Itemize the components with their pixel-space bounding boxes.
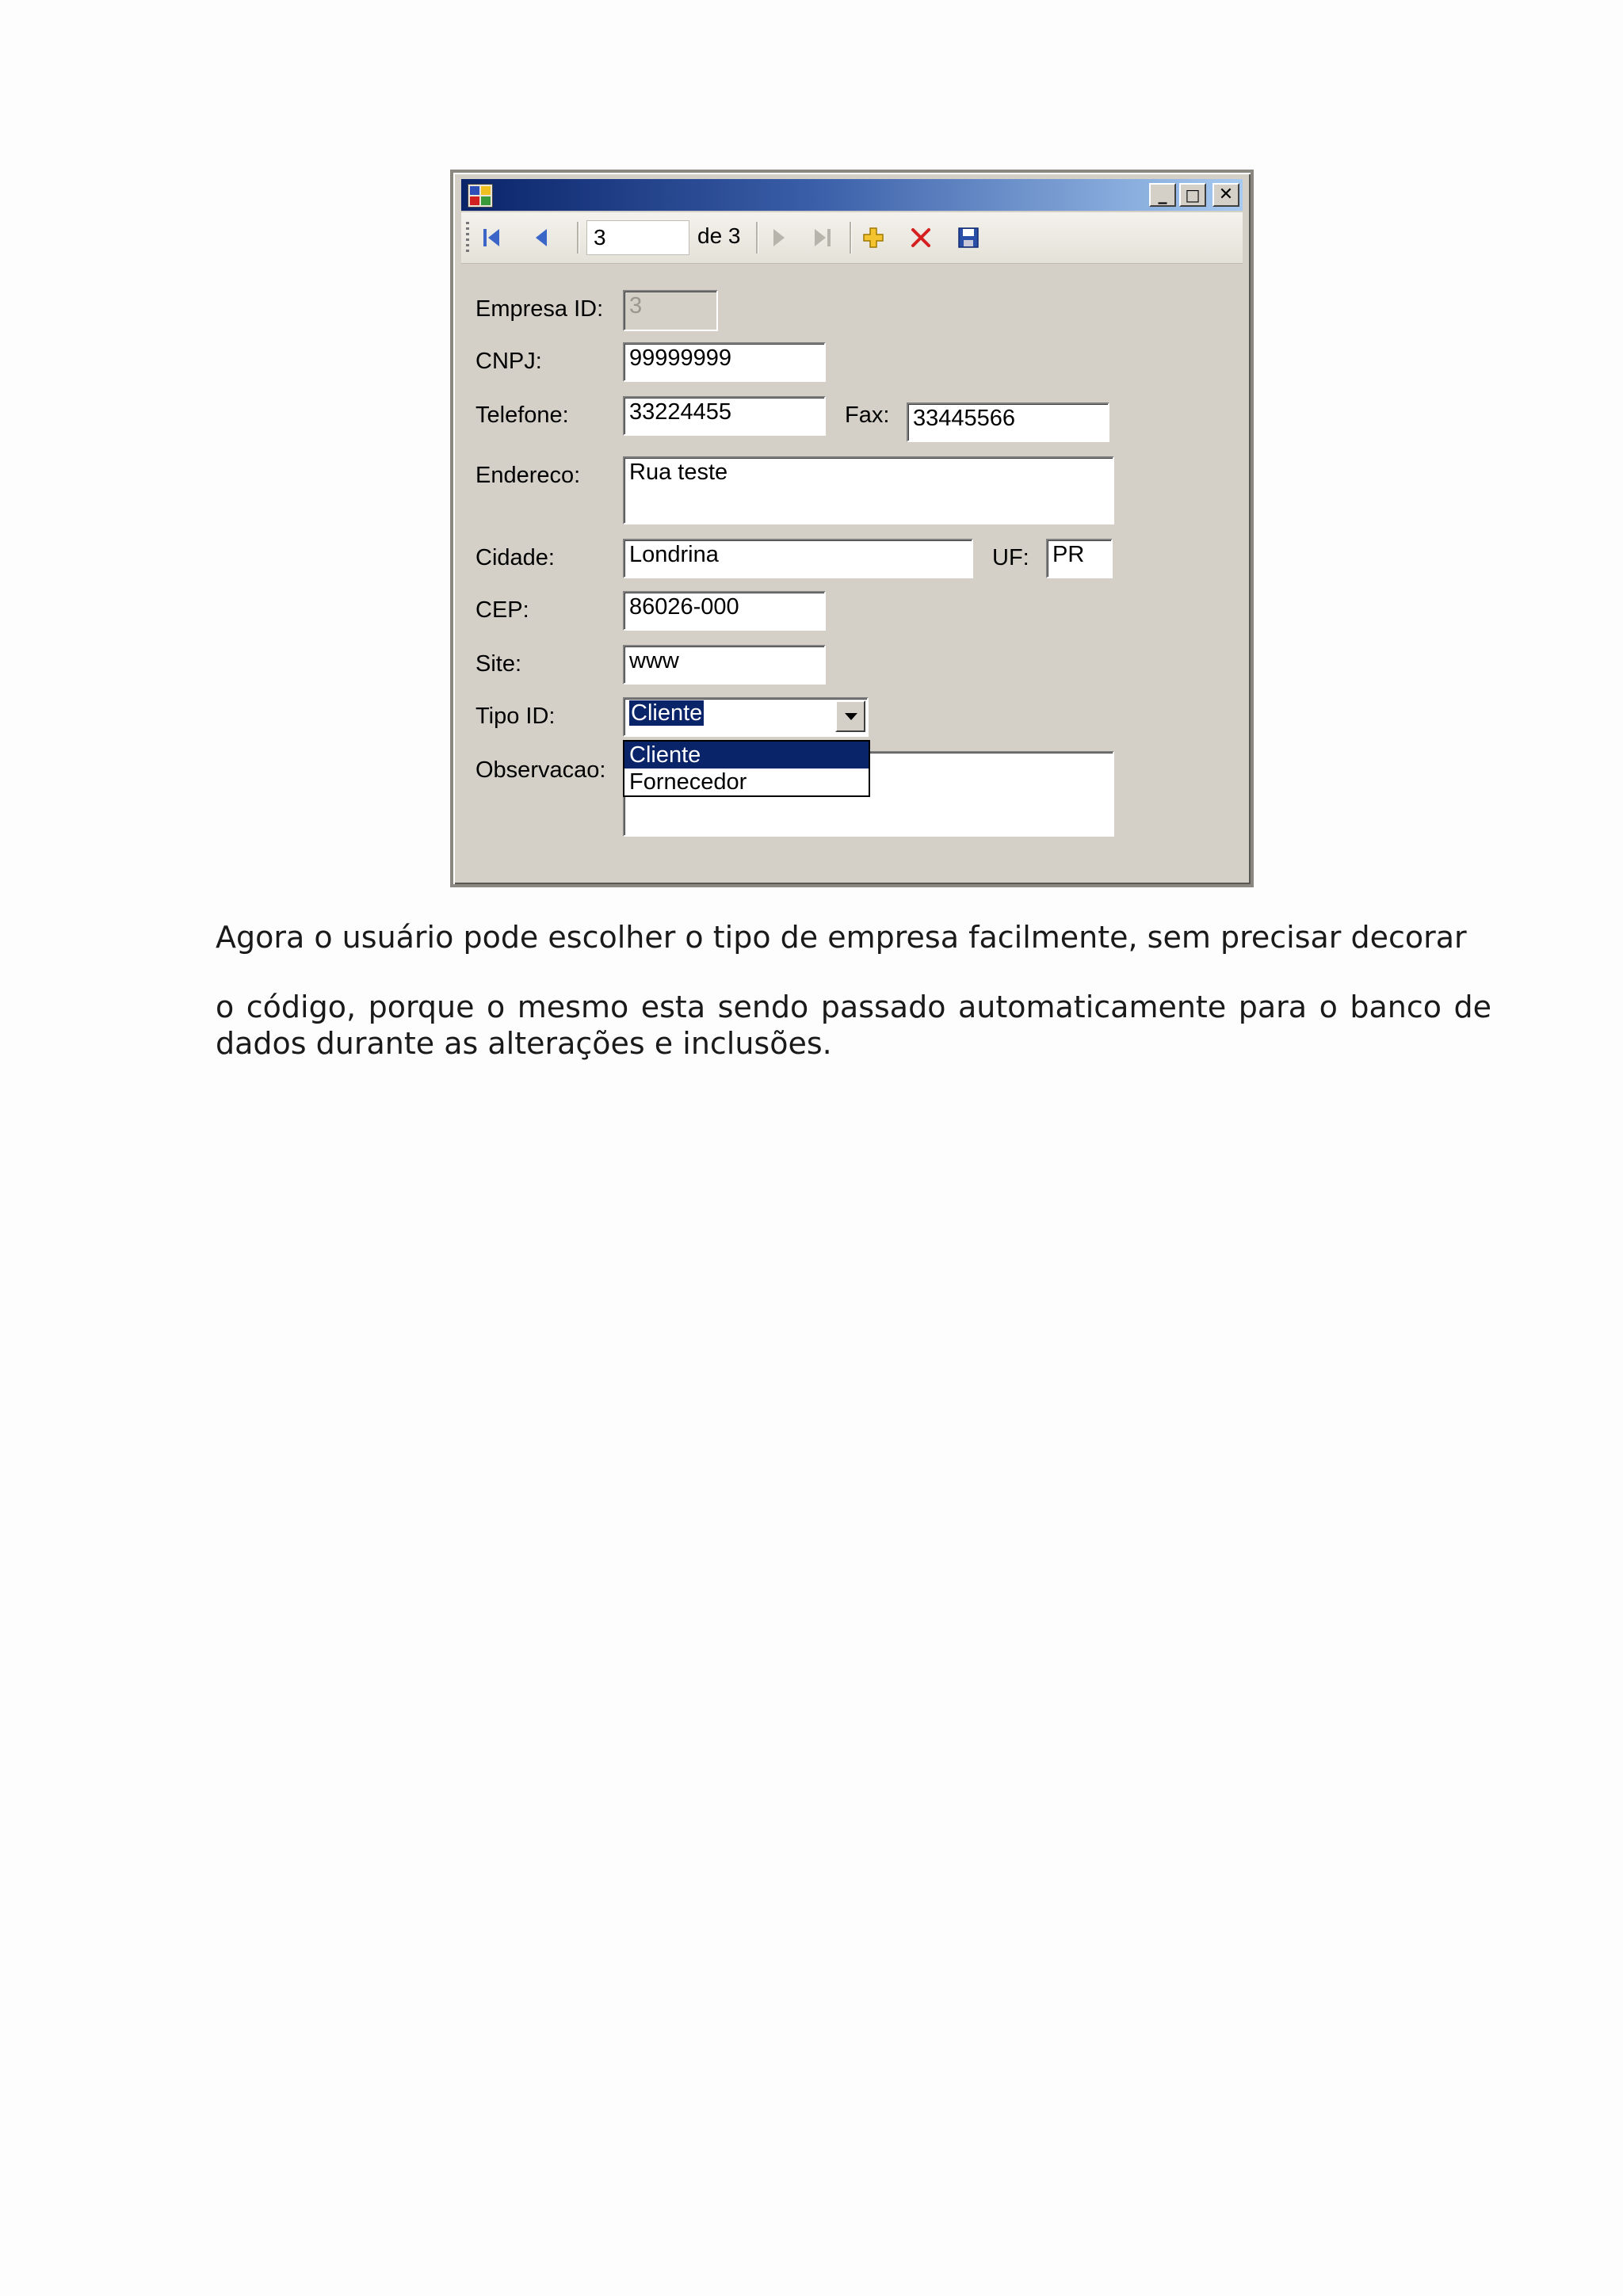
add-new-icon[interactable] xyxy=(861,225,886,250)
cidade-field[interactable]: Londrina xyxy=(623,539,973,578)
minimize-button[interactable]: _ xyxy=(1149,183,1176,207)
save-icon[interactable] xyxy=(956,225,981,250)
close-button[interactable]: ✕ xyxy=(1212,183,1239,207)
endereco-field[interactable]: Rua teste xyxy=(623,456,1114,524)
maximize-button[interactable]: □ xyxy=(1179,183,1206,207)
toolbar-separator xyxy=(577,222,579,254)
paragraph-2: o código, porque o mesmo esta sendo passado automaticamente para o banco de dados durante as alterações e inclusões. xyxy=(216,990,1491,1061)
telefone-label: Telefone: xyxy=(475,402,569,428)
observacao-label: Observacao: xyxy=(475,757,606,783)
fax-field[interactable]: 33445566 xyxy=(907,402,1109,442)
uf-field[interactable]: PR xyxy=(1046,539,1113,578)
chevron-down-icon[interactable] xyxy=(835,700,865,732)
dropdown-option-cliente[interactable]: Cliente xyxy=(624,742,869,769)
cnpj-label: CNPJ: xyxy=(475,349,542,374)
site-label: Site: xyxy=(475,651,522,677)
cnpj-field[interactable]: 99999999 xyxy=(623,342,826,382)
endereco-label: Endereco: xyxy=(475,463,581,488)
record-count-label: de 3 xyxy=(697,223,741,248)
cep-field[interactable]: 86026-000 xyxy=(623,591,826,631)
tipo-id-label: Tipo ID: xyxy=(475,704,556,729)
app-form-icon[interactable] xyxy=(468,184,493,208)
cidade-label: Cidade: xyxy=(475,545,555,570)
binding-navigator-toolbar xyxy=(461,212,1243,264)
dropdown-option-fornecedor[interactable]: Fornecedor xyxy=(629,769,747,795)
title-bar[interactable] xyxy=(461,179,1243,211)
move-next-icon[interactable] xyxy=(766,225,791,250)
position-input[interactable]: 3 xyxy=(586,220,689,255)
cep-label: CEP: xyxy=(475,597,529,623)
form-window xyxy=(450,170,1254,887)
toolbar-grip[interactable] xyxy=(466,222,469,254)
empresa-id-field[interactable]: 3 xyxy=(623,290,718,331)
move-previous-icon[interactable] xyxy=(529,225,555,250)
toolbar-separator xyxy=(756,222,758,254)
tipo-id-combobox[interactable] xyxy=(623,697,869,737)
move-last-icon[interactable] xyxy=(810,225,835,250)
tipo-id-selected-value: Cliente xyxy=(631,700,703,726)
telefone-field[interactable]: 33224455 xyxy=(623,396,826,436)
delete-icon[interactable] xyxy=(908,225,934,250)
uf-label: UF: xyxy=(992,545,1029,570)
move-first-icon[interactable] xyxy=(479,225,504,250)
site-field[interactable]: www xyxy=(623,645,826,685)
tipo-id-dropdown-list xyxy=(623,740,870,797)
toolbar-separator xyxy=(850,222,852,254)
fax-label: Fax: xyxy=(845,402,890,428)
paragraph-1: Agora o usuário pode escolher o tipo de empresa facilmente, sem precisar decorar xyxy=(216,920,1467,955)
empresa-id-label: Empresa ID: xyxy=(475,296,604,322)
